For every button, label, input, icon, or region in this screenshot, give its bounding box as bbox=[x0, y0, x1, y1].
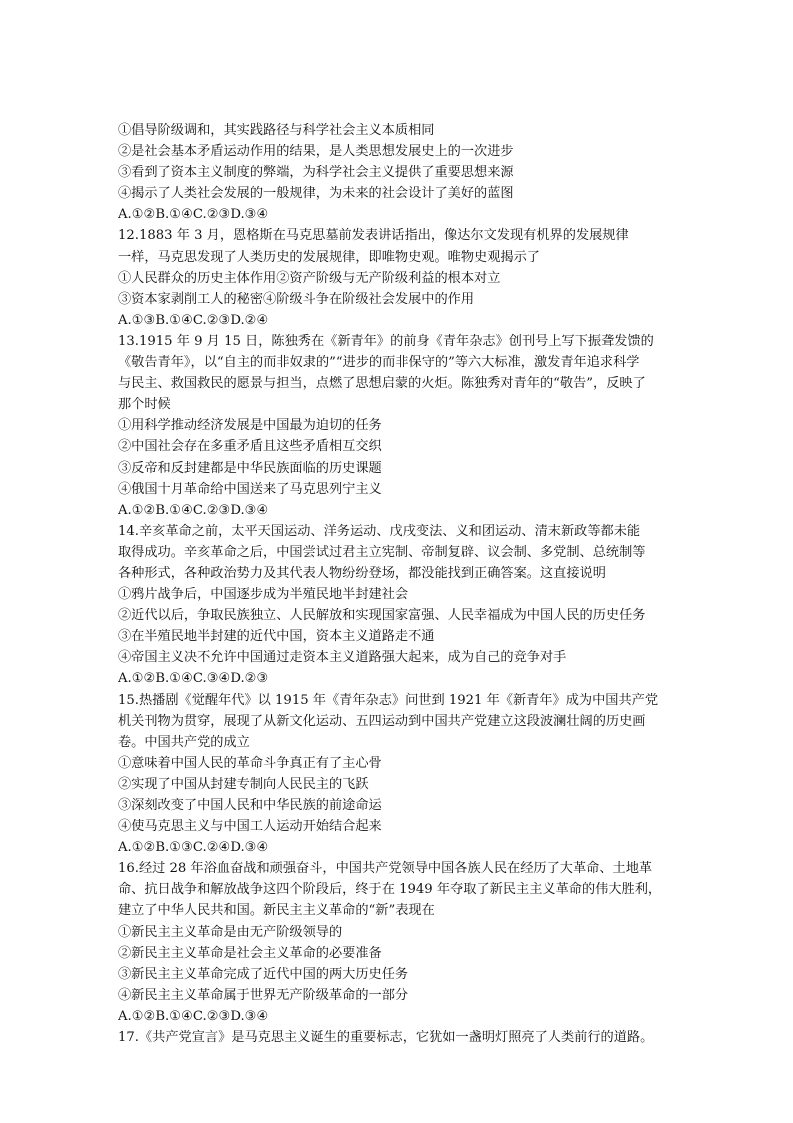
q14-option-3: ③在半殖民地半封建的近代中国，资本主义道路走不通 bbox=[118, 629, 435, 645]
q16-stem-line-1: 16.经过 28 年浴血奋战和顽强奋斗，中国共产党领导中国各族人民在经历了大革命、土地革 bbox=[118, 861, 653, 877]
q12-stem-line-1: 12.1883 年 3 月，恩格斯在马克思墓前发表讲话指出，像达尔文发现有机界的发展规律 bbox=[118, 228, 629, 244]
q16-option-3: ③新民主主义革命完成了近代中国的两大历史任务 bbox=[118, 966, 409, 982]
q16-stem-line-2: 命、抗日战争和解放战争这四个阶段后，终于在 1949 年夺取了新民主主义革命的伟大胜利， bbox=[118, 882, 662, 898]
q14-stem-line-1: 14.辛亥革命之前，太平天国运动、洋务运动、戊戌变法、义和团运动、清末新政等都未能 bbox=[118, 523, 641, 539]
q16-stem-line-3: 建立了中华人民共和国。新民主主义革命的“新”表现在 bbox=[118, 903, 435, 919]
q15-stem-line-3: 卷。中国共产党的成立 bbox=[118, 734, 250, 750]
q14-option-2: ②近代以后，争取民族独立、人民解放和实现国家富强、人民幸福成为中国人民的历史任务 bbox=[118, 608, 646, 624]
q15-option-3: ③深刻改变了中国人民和中华民族的前途命运 bbox=[118, 798, 382, 813]
q14-option-1: ①鸦片战争后，中国逐步成为半殖民地半封建社会 bbox=[118, 587, 409, 603]
q15-option-1: ①意味着中国人民的革命斗争真正有了主心骨 bbox=[118, 755, 382, 771]
q13-stem-line-1: 13.1915 年 9 月 15 日，陈独秀在《新青年》的前身《青年杂志》创刊号上写下振聋发馈的 bbox=[118, 333, 654, 349]
q11-option-4: ④揭示了人类社会发展的一般规律，为未来的社会设计了美好的蓝图 bbox=[118, 186, 514, 202]
q16-option-2: ②新民主主义革命是社会主义革命的必要准备 bbox=[118, 945, 382, 961]
q13-stem-line-3: 与民主、救国救民的愿景与担当，点燃了思想启蒙的火炬。陈独秀对青年的“敬告”，反映了 bbox=[118, 376, 646, 392]
question-14-block bbox=[118, 521, 683, 690]
q15-stem-line-1: 15.热播剧《觉醒年代》以 1915 年《青年杂志》问世到 1921 年《新青年》成为中国共产党 bbox=[118, 692, 659, 708]
q16-option-1: ①新民主主义革命是由无产阶级领导的 bbox=[118, 924, 343, 940]
q11-option-3: ③看到了资本主义制度的弊端，为科学社会主义提供了重要思想来源 bbox=[118, 165, 514, 181]
exam-page bbox=[118, 120, 683, 1048]
q11-option-1: ①倡导阶级调和，其实践路径与科学社会主义本质相同 bbox=[118, 123, 435, 138]
question-16-block bbox=[118, 858, 683, 1027]
q13-answer-choices: A.①②B.①④C.②③D.③④ bbox=[118, 502, 269, 518]
q13-option-3: ③反帝和反封建都是中华民族面临的历史课题 bbox=[118, 460, 382, 476]
question-11-block bbox=[118, 120, 683, 225]
q15-option-4: ④使马克思主义与中国工人运动开始结合起来 bbox=[118, 819, 382, 835]
q14-stem-line-3: 各种形式，各种政治势力及其代表人物纷纷登场，都没能找到正确答案。这直接说明 bbox=[118, 565, 606, 581]
question-13-block bbox=[118, 331, 683, 521]
question-17-block bbox=[118, 1027, 683, 1048]
q17-stem-line-1: 17.《共产党宣言》是马克思主义诞生的重要标志，它犹如一盏明灯照亮了人类前行的道路。 bbox=[118, 1030, 654, 1046]
q11-answer-choices: A.①②B.①④C.②③D.③④ bbox=[118, 207, 269, 223]
q13-option-1: ①用科学推动经济发展是中国最为迫切的任务 bbox=[118, 418, 382, 434]
q13-stem-line-4: 那个时候 bbox=[118, 397, 171, 413]
question-12-block bbox=[118, 225, 683, 330]
q15-stem-line-2: 机关刊物为贯穿，展现了从新文化运动、五四运动到中国共产党建立这段波澜壮阔的历史画 bbox=[118, 713, 646, 729]
q12-option-line-2: ③资本家剥削工人的秘密④阶级斗争在阶级社会发展中的作用 bbox=[118, 291, 475, 307]
q13-option-2: ②中国社会存在多重矛盾且这些矛盾相互交织 bbox=[118, 439, 382, 455]
q11-option-2: ②是社会基本矛盾运动作用的结果，是人类思想发展史上的一次进步 bbox=[118, 144, 514, 160]
q13-option-4: ④俄国十月革命给中国送来了马克思列宁主义 bbox=[118, 481, 382, 497]
question-15-block bbox=[118, 690, 683, 859]
q14-option-4: ④帝国主义决不允许中国通过走资本主义道路强大起来，成为自己的竞争对手 bbox=[118, 650, 567, 666]
q13-stem-line-2: 《敬告青年》，以“自主的而非奴隶的”“进步的而非保守的”等六大标准，激发青年追求科学 bbox=[118, 355, 640, 371]
q16-answer-choices: A.①②B.①④C.②③D.③④ bbox=[118, 1008, 269, 1024]
q15-answer-choices: A.①②B.①③C.②④D.③④ bbox=[118, 840, 269, 856]
q14-answer-choices: A.①②B.①④C.③④D.②③ bbox=[118, 671, 269, 687]
q15-option-2: ②实现了中国从封建专制向人民民主的飞跃 bbox=[118, 776, 369, 792]
q16-option-4: ④新民主主义革命属于世界无产阶级革命的一部分 bbox=[118, 987, 409, 1003]
q14-stem-line-2: 取得成功。辛亥革命之后，中国尝试过君主立宪制、帝制复辟、议会制、多党制、总统制等 bbox=[118, 544, 646, 560]
q12-answer-choices: A.①③B.①④C.②③D.②④ bbox=[118, 312, 269, 328]
q12-stem-line-2: 一样，马克思发现了人类历史的发展规律，即唯物史观。唯物史观揭示了 bbox=[118, 249, 540, 265]
q12-option-line-1: ①人民群众的历史主体作用②资产阶级与无产阶级利益的根本对立 bbox=[118, 270, 501, 286]
